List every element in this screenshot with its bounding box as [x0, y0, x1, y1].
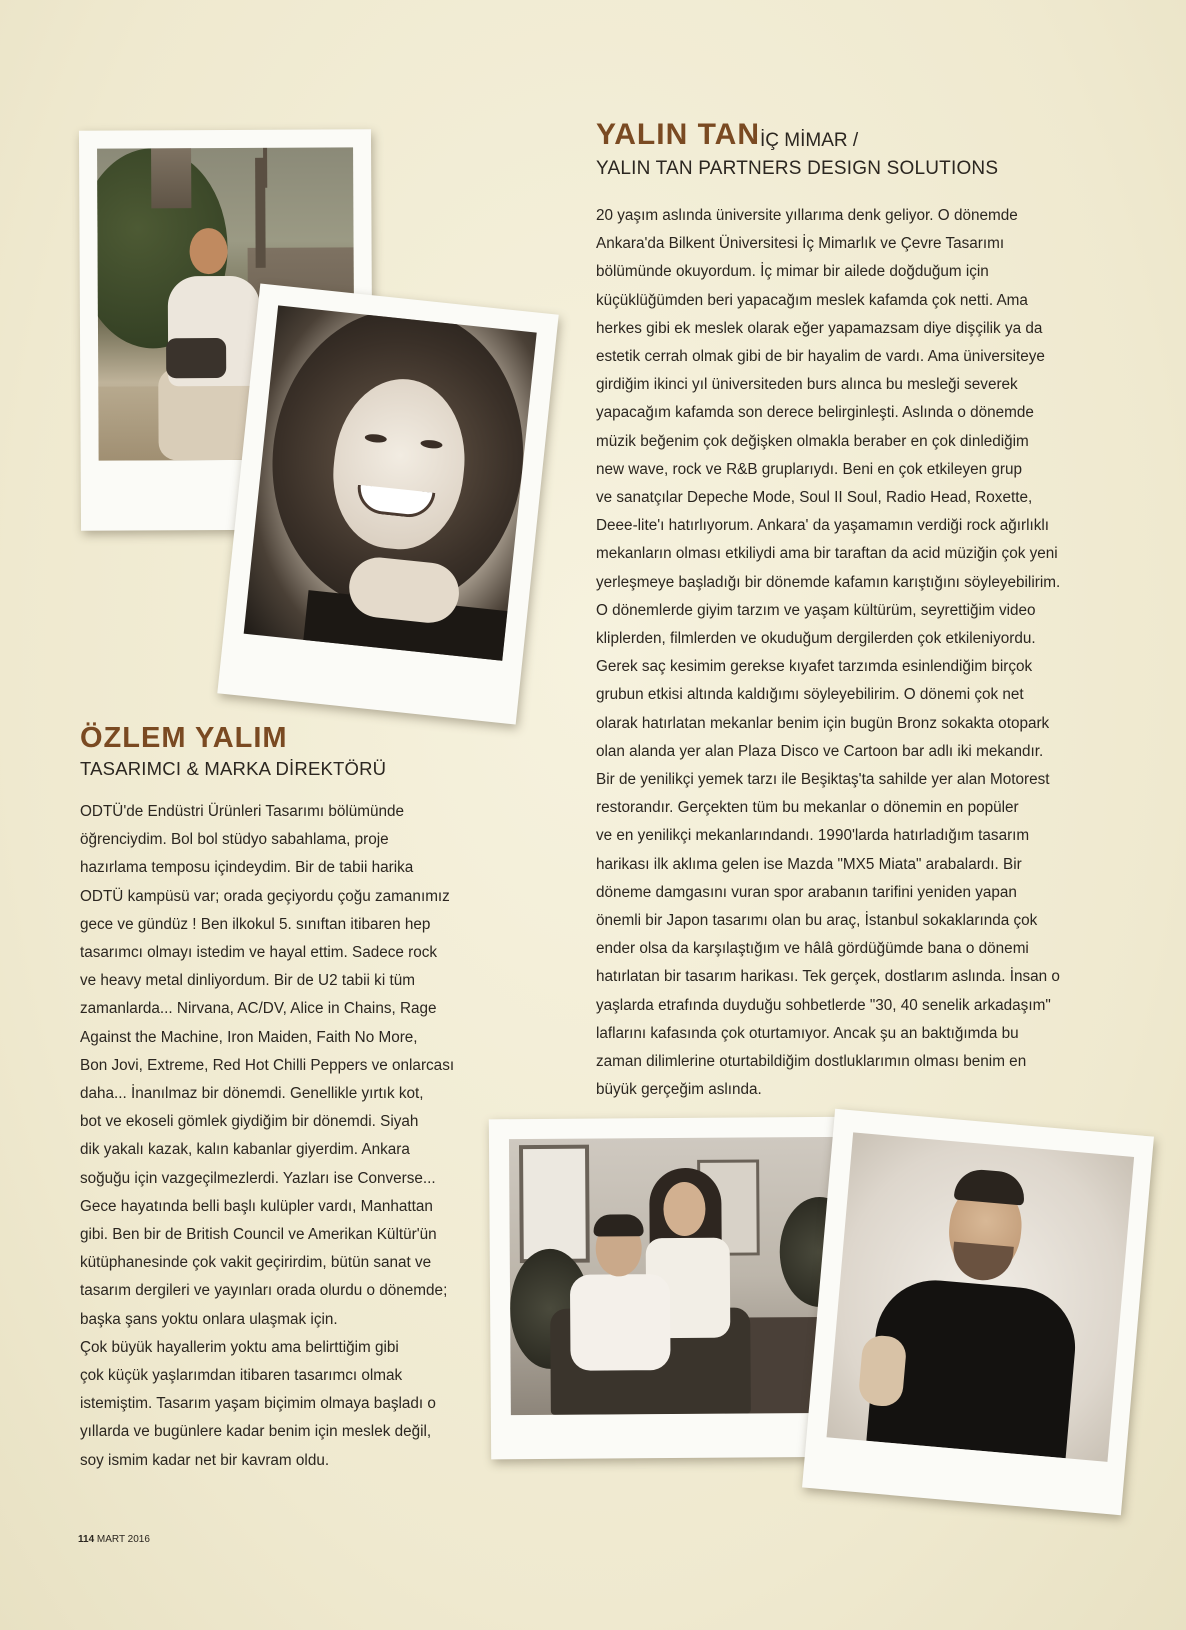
text-line: ender olsa da karşılaştığım ve hâlâ gördüğümde bana o dönemi — [596, 940, 1029, 958]
text-line: Gerek saç kesimim gerekse kıyafet tarzımda esinlendiğim birçok — [596, 658, 1033, 676]
text-line: Bon Jovi, Extreme, Red Hot Chilli Peppers ve onlarcası — [80, 1056, 455, 1074]
text-line: küçüklüğümden beri yapacağım meslek kafamda çok netti. Ama — [596, 291, 1028, 309]
text-line: estetik cerrah olmak gibi de bir hayalim de vardı. Ama üniversiteye — [596, 348, 1045, 366]
text-line: ODTÜ kampüsü var; orada geçiyordu çoğu zamanımız — [80, 887, 450, 905]
photo-yalin-portrait — [802, 1109, 1154, 1515]
page-footer — [78, 1534, 150, 1545]
yalin-company: YALIN TAN PARTNERS DESIGN SOLUTIONS — [596, 158, 999, 179]
text-line: Against the Machine, Iron Maiden, Faith No More, — [80, 1028, 418, 1046]
photo-ozlem-portrait — [217, 283, 558, 724]
text-line: istemiştim. Tasarım yaşam biçimim olmaya başladı o — [80, 1395, 436, 1413]
text-line: öğrenciydim. Bol bol stüdyo sabahlama, proje — [80, 831, 389, 849]
text-line: soğuğu için vazgeçilmezlerdi. Yazları ise Converse... — [80, 1169, 436, 1187]
text-line: yıllarda ve bugünlere kadar benim için meslek değil, — [80, 1423, 432, 1441]
text-line: çok küçük yaşlarımdan itibaren tasarımcı olmak — [80, 1367, 403, 1385]
text-line: bölümünde okuyordum. İç mimar bir ailede doğduğum için — [596, 263, 989, 281]
ozlem-role: TASARIMCI & MARKA DİREKTÖRÜ — [80, 758, 387, 779]
text-line: büyük gerçeğim aslında. — [596, 1081, 762, 1099]
yalin-name-heading: YALIN TAN — [596, 118, 761, 151]
text-line: dik yakalı kazak, kalın kabanlar giyerdim. Ankara — [80, 1141, 410, 1159]
text-line: ve heavy metal dinliyordum. Bir de U2 tabii ki tüm — [80, 972, 415, 990]
issue-date: MART 2016 — [96, 1534, 150, 1545]
text-line: başka şans yoktu onlara ulaşmak için. — [80, 1310, 338, 1328]
text-line: mekanların olması etkiliydi ama bir taraftan da acid müziğin çok yeni — [596, 545, 1058, 563]
text-line: Çok büyük hayallerim yoktu ama belirttiğim gibi — [80, 1338, 399, 1356]
page-number: 114 — [78, 1534, 95, 1545]
text-line: bot ve ekoseli gömlek giydiğim bir dönemdi. Siyah — [80, 1113, 419, 1131]
text-line: Bir de yenilikçi yemek tarzı ile Beşiktaş'ta sahilde yer alan Motorest — [596, 771, 1050, 789]
text-line: olarak hatırlatan mekanlar benim için bugün Bronz sokakta otopark — [596, 714, 1050, 732]
text-line: laflarını kafasında çok oturtamıyor. Ancak şu an baktığımda bu — [596, 1024, 1019, 1042]
text-line: ve sanatçılar Depeche Mode, Soul II Soul, Radio Head, Roxette, — [596, 489, 1033, 507]
text-line: Ankara'da Bilkent Üniversitesi İç Mimarlık ve Çevre Tasarımı — [596, 235, 1005, 253]
text-line: tasarım dergileri ve yayınları orada olurdu o dönemde; — [80, 1282, 448, 1300]
text-line: döneme damgasını vuran spor arabanın tarifini yeniden yapan — [596, 883, 1017, 901]
yalin-role: İÇ MİMAR / — [760, 130, 859, 151]
text-line: O dönemlerde giyim tarzım ve yaşam kültürüm, seyrettiğim video — [596, 601, 1036, 619]
photo-image-portrait — [244, 305, 537, 660]
text-line: olan alanda yer alan Plaza Disco ve Cartoon bar adlı iki mekandır. — [596, 742, 1044, 760]
text-line: zamanlarda... Nirvana, AC/DV, Alice in Chains, Rage — [80, 1000, 437, 1018]
text-line: Deee-lite'ı hatırlıyorum. Ankara' da yaşamamın verdiği rock ağırlıklı — [596, 517, 1050, 535]
text-line: hatırlatan bir tasarım harikası. Tek gerçek, dostlarım aslında. İnsan o — [596, 968, 1060, 986]
text-line: hazırlama temposu içindeydim. Bir de tabii harika — [80, 859, 414, 877]
text-line: soy ismim kadar net bir kavram oldu. — [80, 1451, 330, 1469]
photo-image-couple — [509, 1137, 849, 1415]
text-line: zaman dilimlerine oturtabildiğim dostluklarımın olması benim en — [596, 1053, 1027, 1071]
ozlem-article-text — [80, 798, 460, 1475]
text-line: müzik beğenim çok değişken olmakla beraber en çok dinlediğim — [596, 432, 1029, 450]
text-line: önemli bir Japon tasarımı olan bu araç, İstanbul sokaklarında çok — [596, 912, 1038, 930]
text-line: herkes gibi ek meslek olarak eğer yapamazsam diye dişçilik ya da — [596, 319, 1043, 337]
text-line: grubun etkisi altında kaldığımı söyleyebilirim. O dönemi çok net — [596, 686, 1024, 704]
text-line: new wave, rock ve R&B gruplarıydı. Beni en çok etkileyen grup — [596, 460, 1022, 478]
text-line: yaşlarda etrafında duyduğu sohbetlerde "30, 40 senelik arkadaşım" — [596, 996, 1051, 1014]
text-line: ODTÜ'de Endüstri Ürünleri Tasarımı bölümünde — [80, 803, 405, 820]
text-line: gece ve gündüz ! Ben ilkokul 5. sınıftan itibaren hep — [80, 915, 431, 933]
text-line: kütüphanesinde çok vakit geçirirdim, bütün sanat ve — [80, 1254, 432, 1272]
text-line: yerleşmeye başladığı bir dönemde kafamın karıştığını söyleyebilirim. — [596, 573, 1061, 591]
ozlem-name-heading: ÖZLEM YALIM — [80, 722, 288, 754]
photo-image-man — [827, 1132, 1135, 1461]
text-line: gibi. Ben bir de British Council ve Amerikan Kültür'ün — [80, 1226, 437, 1244]
text-line: Gece hayatında belli başlı kulüpler vardı, Manhattan — [80, 1197, 433, 1215]
yalin-article-text — [596, 202, 1076, 1105]
text-line: 20 yaşım aslında üniversite yıllarıma denk geliyor. O dönemde — [596, 207, 1018, 224]
text-line: kliplerden, filmlerden ve okuduğum dergilerden çok etkileniyordu. — [596, 630, 1036, 648]
text-line: ve en yenilikçi mekanlarındandı. 1990'larda hatırladığım tasarım — [596, 827, 1030, 845]
text-line: harikası ilk aklıma gelen ise Mazda "MX5 Miata" arabalardı. Bir — [596, 855, 1022, 873]
text-line: daha... İnanılmaz bir dönemdi. Genellikle yırtık kot, — [80, 1085, 424, 1103]
text-line: girdiğim ikinci yıl üniversiteden burs alınca bu mesleği severek — [596, 376, 1018, 394]
text-line: tasarımcı olmayı istedim ve hayal ettim. Sadece rock — [80, 944, 438, 962]
text-line: yapacağım kafamda son derece belirginleşti. Aslında o dönemde — [596, 404, 1034, 422]
text-line: restorandır. Gerçekten tüm bu mekanlar o dönemin en popüler — [596, 799, 1019, 817]
